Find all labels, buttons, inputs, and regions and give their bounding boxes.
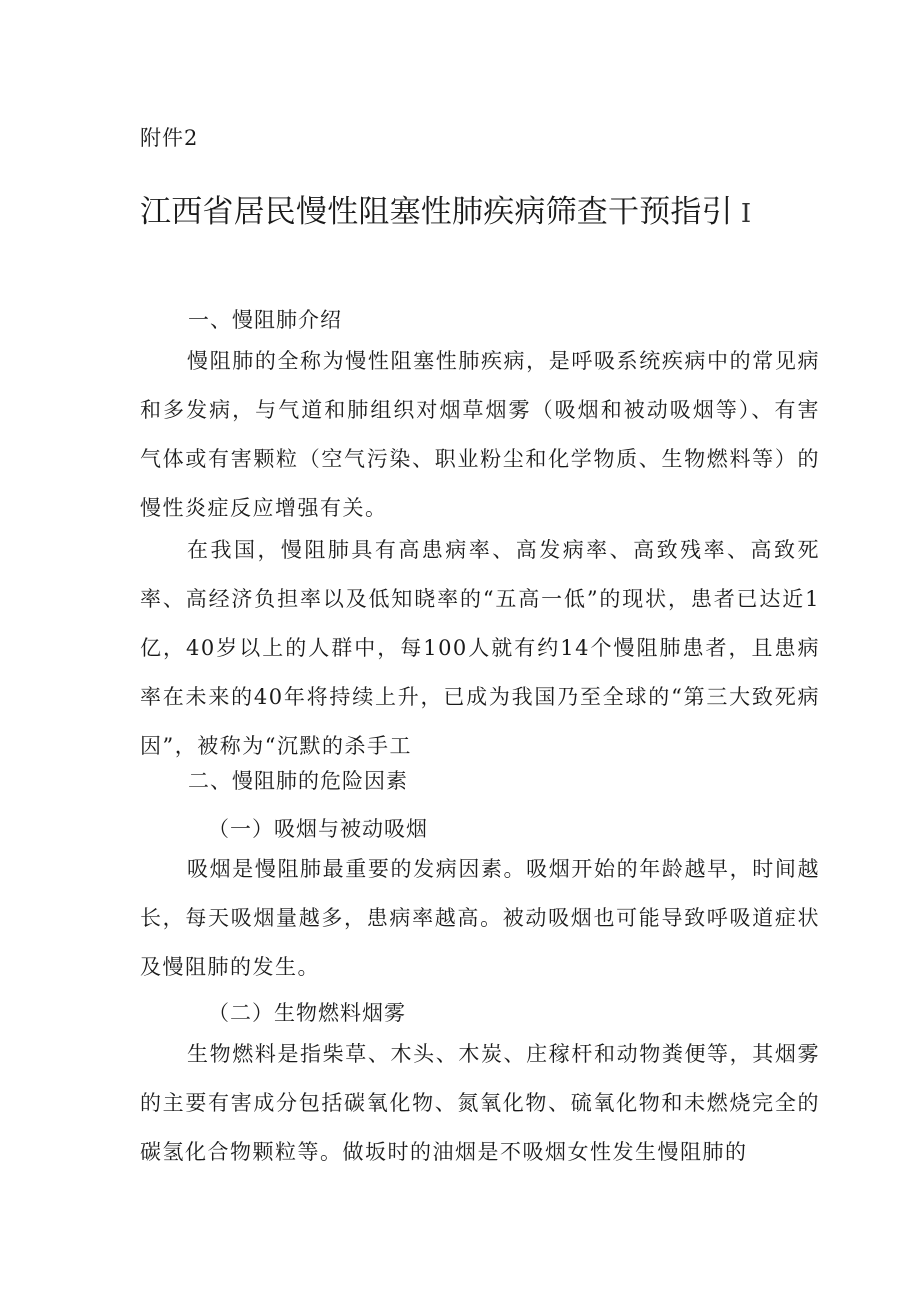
section-2-paragraph-2: 生物燃料是指柴草、木头、木炭、庄稼杆和动物粪便等，其烟雾的主要有害成分包括碳氧化物、氮氧化物、硫氧化物和未燃烧完全的碳氢化合物颗粒等。做坂时的油烟是不吸烟女性发生慢阻肺的: [140, 1042, 820, 1164]
title-footnote-mark: I: [740, 199, 752, 229]
section-2-paragraph-1: 吸烟是慢阻肺最重要的发病因素。吸烟开始的年龄越早，时间越长，每天吸烟量越多，患病率越高。被动吸烟也可能导致呼吸道症状及慢阻肺的发生。: [140, 857, 820, 979]
section-1-paragraph-1: 慢阻肺的全称为慢性阻塞性肺疾病，是呼吸系统疾病中的常见病和多发病，与气道和肺组织对烟草烟雾（吸烟和被动吸烟等）、有害气体或有害颗粒（空气污染、职业粉尘和化学物质、生物燃料等）的慢性炎症反应增强有关。: [140, 349, 820, 520]
section-1-heading: 一、慢阻肺介绍: [188, 308, 342, 332]
section-2-heading: 二、慢阻肺的危险因素: [188, 769, 408, 793]
section-1-paragraph-2: 在我国，慢阻肺具有高患病率、高发病率、高致残率、高致死率、高经济负担率以及低知晓率的“五高一低”的现状，患者已达近1亿，40岁以上的人群中，每100人就有约14个慢阻肺患者，且患病率在未来的40年将持续上升，已成为我国乃至全球的“第三大致死病因”，被称为“沉默的杀手工: [140, 538, 820, 758]
section-2-subheading-2: （二）生物燃料烟雾: [208, 1001, 406, 1025]
document-title: [140, 186, 780, 231]
title-text: 江西省居民慢性阻塞性肺疾病筛查干预指引: [140, 194, 733, 230]
section-2-subheading-1: （一）吸烟与被动吸烟: [208, 817, 428, 841]
attachment-label: 附件2: [140, 126, 199, 150]
